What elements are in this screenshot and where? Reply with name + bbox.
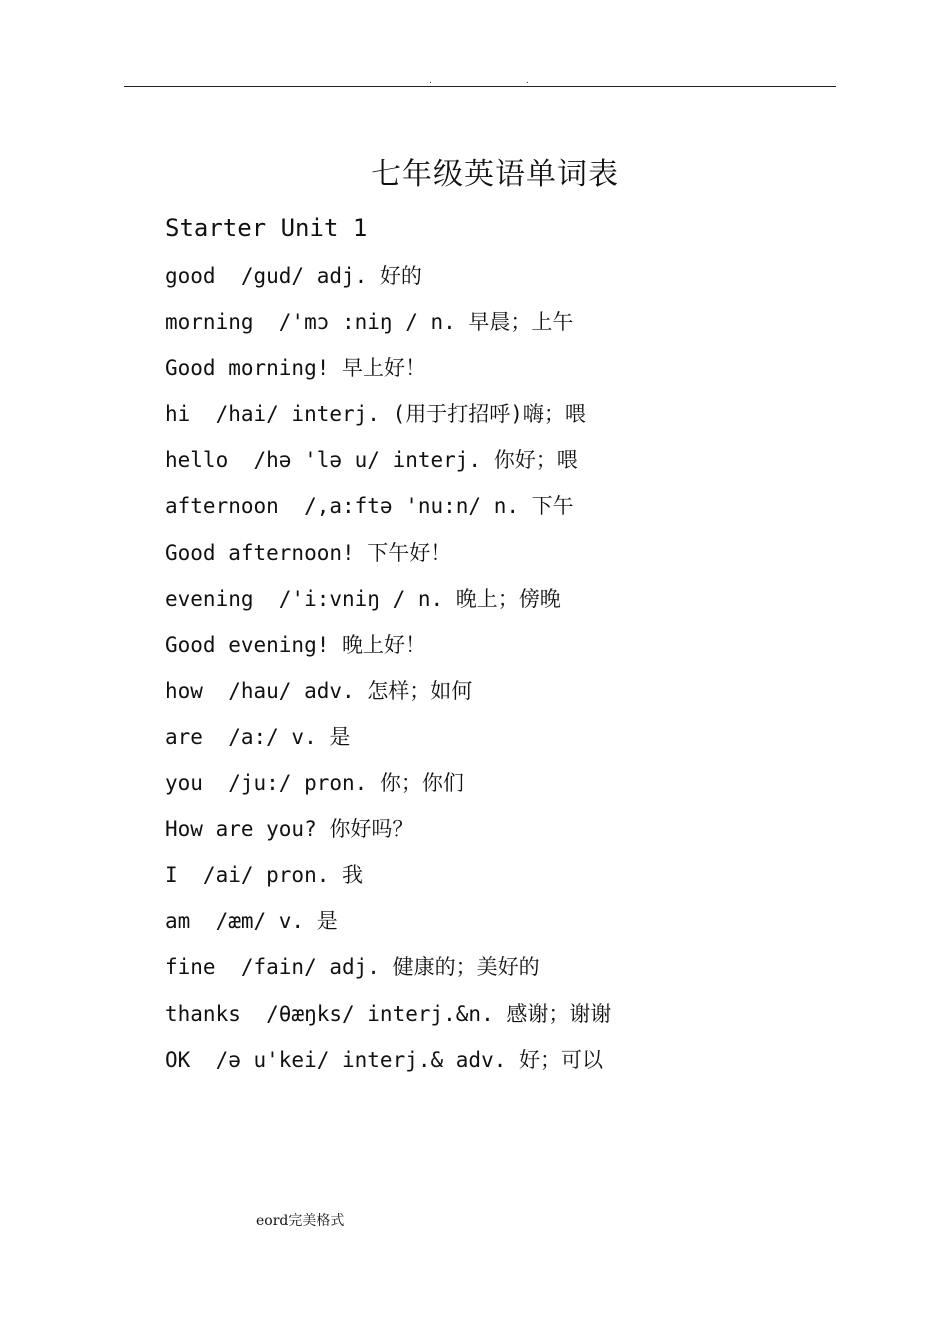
header-rule: [124, 86, 836, 87]
header-dot-left: .: [429, 76, 432, 86]
vocabulary-entry-evening: evening /'i:vniŋ / n. 晚上；傍晚: [165, 586, 561, 611]
vocabulary-entry-you: you /ju:/ pron. 你；你们: [165, 771, 464, 796]
header-dot-right: .: [526, 76, 529, 86]
vocabulary-entry-good-afternoon: Good afternoon! 下午好！: [165, 540, 452, 565]
vocabulary-entry-hello: hello /hə 'lə u/ interj. 你好；喂: [165, 448, 578, 473]
vocabulary-entry-good: good /gud/ adj. 好的: [165, 264, 422, 288]
vocabulary-entry-fine: fine /fain/ adj. 健康的；美好的: [165, 955, 540, 980]
vocabulary-entry-morning: morning /'mɔ :niŋ / n. 早晨；上午: [165, 310, 574, 335]
vocabulary-entry-are: are /a:/ v. 是: [165, 724, 351, 749]
vocabulary-entry-good-morning: Good morning! 早上好！: [165, 356, 427, 381]
vocabulary-entry-am: am /æm/ v. 是: [165, 909, 338, 934]
vocabulary-entry-how-are-you: How are you? 你好吗？: [165, 817, 414, 842]
footer-text: eord完美格式: [256, 1213, 345, 1229]
vocabulary-entry-how: how /hau/ adv. 怎样；如何: [165, 678, 473, 703]
vocabulary-entry-ok: OK /ə u'kei/ interj.& adv. 好；可以: [165, 1047, 604, 1072]
vocabulary-entry-i: I /ai/ pron. 我: [165, 863, 364, 888]
vocabulary-entry-afternoon: afternoon /,a:ftə 'nu:n/ n. 下午: [165, 494, 574, 519]
page-title: 七年级英语单词表: [371, 157, 619, 192]
section-heading: Starter Unit 1: [165, 214, 368, 242]
vocabulary-entry-hi: hi /hai/ interj. (用于打招呼)嗨；喂: [165, 402, 586, 427]
vocabulary-entry-thanks: thanks /θæŋks/ interj.&n. 感谢；谢谢: [165, 1001, 612, 1026]
vocabulary-entry-good-evening: Good evening! 晚上好！: [165, 632, 427, 657]
vocabulary-list: [165, 256, 865, 1086]
